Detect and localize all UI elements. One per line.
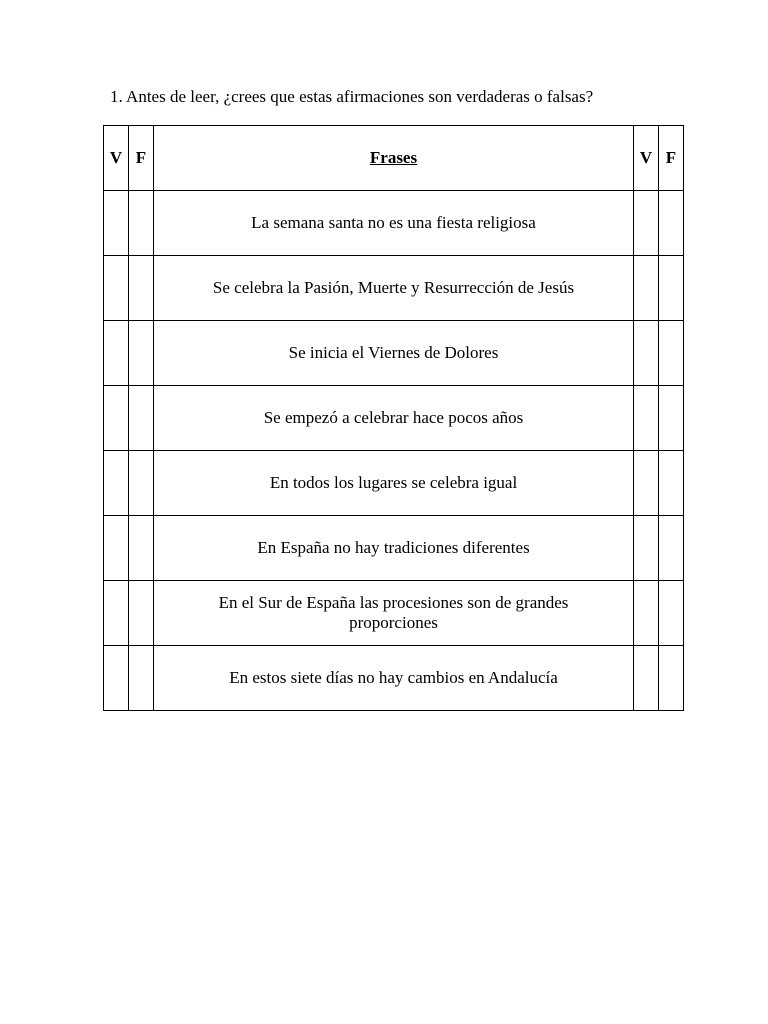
- header-v-left: V: [104, 126, 129, 191]
- table-row: [104, 256, 684, 321]
- header-frases: [154, 126, 634, 191]
- frase-text: En todos los lugares se celebra igual: [269, 473, 518, 492]
- frase-cell: [154, 256, 634, 321]
- table-row: [104, 516, 684, 581]
- table-row: [104, 386, 684, 451]
- frase-cell: [154, 581, 634, 646]
- f-left-answer-cell[interactable]: [129, 191, 154, 256]
- v-left-answer-cell[interactable]: [104, 321, 129, 386]
- frase-text: Se inicia el Viernes de Dolores: [288, 343, 499, 362]
- header-frases-label: Frases: [369, 148, 418, 167]
- header-f-right: F: [659, 126, 684, 191]
- header-v-right: V: [634, 126, 659, 191]
- f-left-answer-cell[interactable]: [129, 256, 154, 321]
- v-left-answer-cell[interactable]: [104, 581, 129, 646]
- table-row: [104, 191, 684, 256]
- table-row: [104, 451, 684, 516]
- f-right-answer-cell[interactable]: [659, 321, 684, 386]
- f-left-answer-cell[interactable]: [129, 516, 154, 581]
- v-right-answer-cell[interactable]: [634, 646, 659, 711]
- f-right-answer-cell[interactable]: [659, 581, 684, 646]
- f-right-answer-cell[interactable]: [659, 646, 684, 711]
- f-right-answer-cell[interactable]: [659, 451, 684, 516]
- v-left-answer-cell[interactable]: [104, 256, 129, 321]
- frase-cell: [154, 191, 634, 256]
- v-left-answer-cell[interactable]: [104, 451, 129, 516]
- f-right-answer-cell[interactable]: [659, 386, 684, 451]
- frase-cell: [154, 386, 634, 451]
- frase-text: Se empezó a celebrar hace pocos años: [263, 408, 524, 427]
- v-right-answer-cell[interactable]: [634, 386, 659, 451]
- f-right-answer-cell[interactable]: [659, 516, 684, 581]
- frase-cell: [154, 451, 634, 516]
- table-row: [104, 646, 684, 711]
- v-right-answer-cell[interactable]: [634, 516, 659, 581]
- f-left-answer-cell[interactable]: [129, 321, 154, 386]
- f-left-answer-cell[interactable]: [129, 451, 154, 516]
- table-row: [104, 581, 684, 646]
- f-right-answer-cell[interactable]: [659, 256, 684, 321]
- table-header-row: [104, 126, 684, 191]
- frase-text: La semana santa no es una fiesta religiosa: [251, 213, 536, 232]
- frase-text: En el Sur de España las procesiones son de grandes proporciones: [218, 593, 569, 632]
- v-left-answer-cell[interactable]: [104, 516, 129, 581]
- table-row: [104, 321, 684, 386]
- f-left-answer-cell[interactable]: [129, 581, 154, 646]
- v-right-answer-cell[interactable]: [634, 321, 659, 386]
- question-prompt: 1. Antes de leer, ¿crees que estas afirmaciones son verdaderas o falsas?: [110, 87, 594, 106]
- frase-cell: [154, 646, 634, 711]
- v-right-answer-cell[interactable]: [634, 256, 659, 321]
- f-right-answer-cell[interactable]: [659, 191, 684, 256]
- frase-text: Se celebra la Pasión, Muerte y Resurrección de Jesús: [212, 278, 575, 297]
- frase-text: En España no hay tradiciones diferentes: [257, 538, 530, 557]
- v-right-answer-cell[interactable]: [634, 581, 659, 646]
- frase-cell: [154, 321, 634, 386]
- true-false-table: [103, 125, 684, 711]
- v-right-answer-cell[interactable]: [634, 191, 659, 256]
- v-left-answer-cell[interactable]: [104, 646, 129, 711]
- f-left-answer-cell[interactable]: [129, 386, 154, 451]
- frase-text: En estos siete días no hay cambios en Andalucía: [229, 668, 558, 687]
- v-left-answer-cell[interactable]: [104, 386, 129, 451]
- v-right-answer-cell[interactable]: [634, 451, 659, 516]
- header-f-left: F: [129, 126, 154, 191]
- frase-cell: [154, 516, 634, 581]
- v-left-answer-cell[interactable]: [104, 191, 129, 256]
- f-left-answer-cell[interactable]: [129, 646, 154, 711]
